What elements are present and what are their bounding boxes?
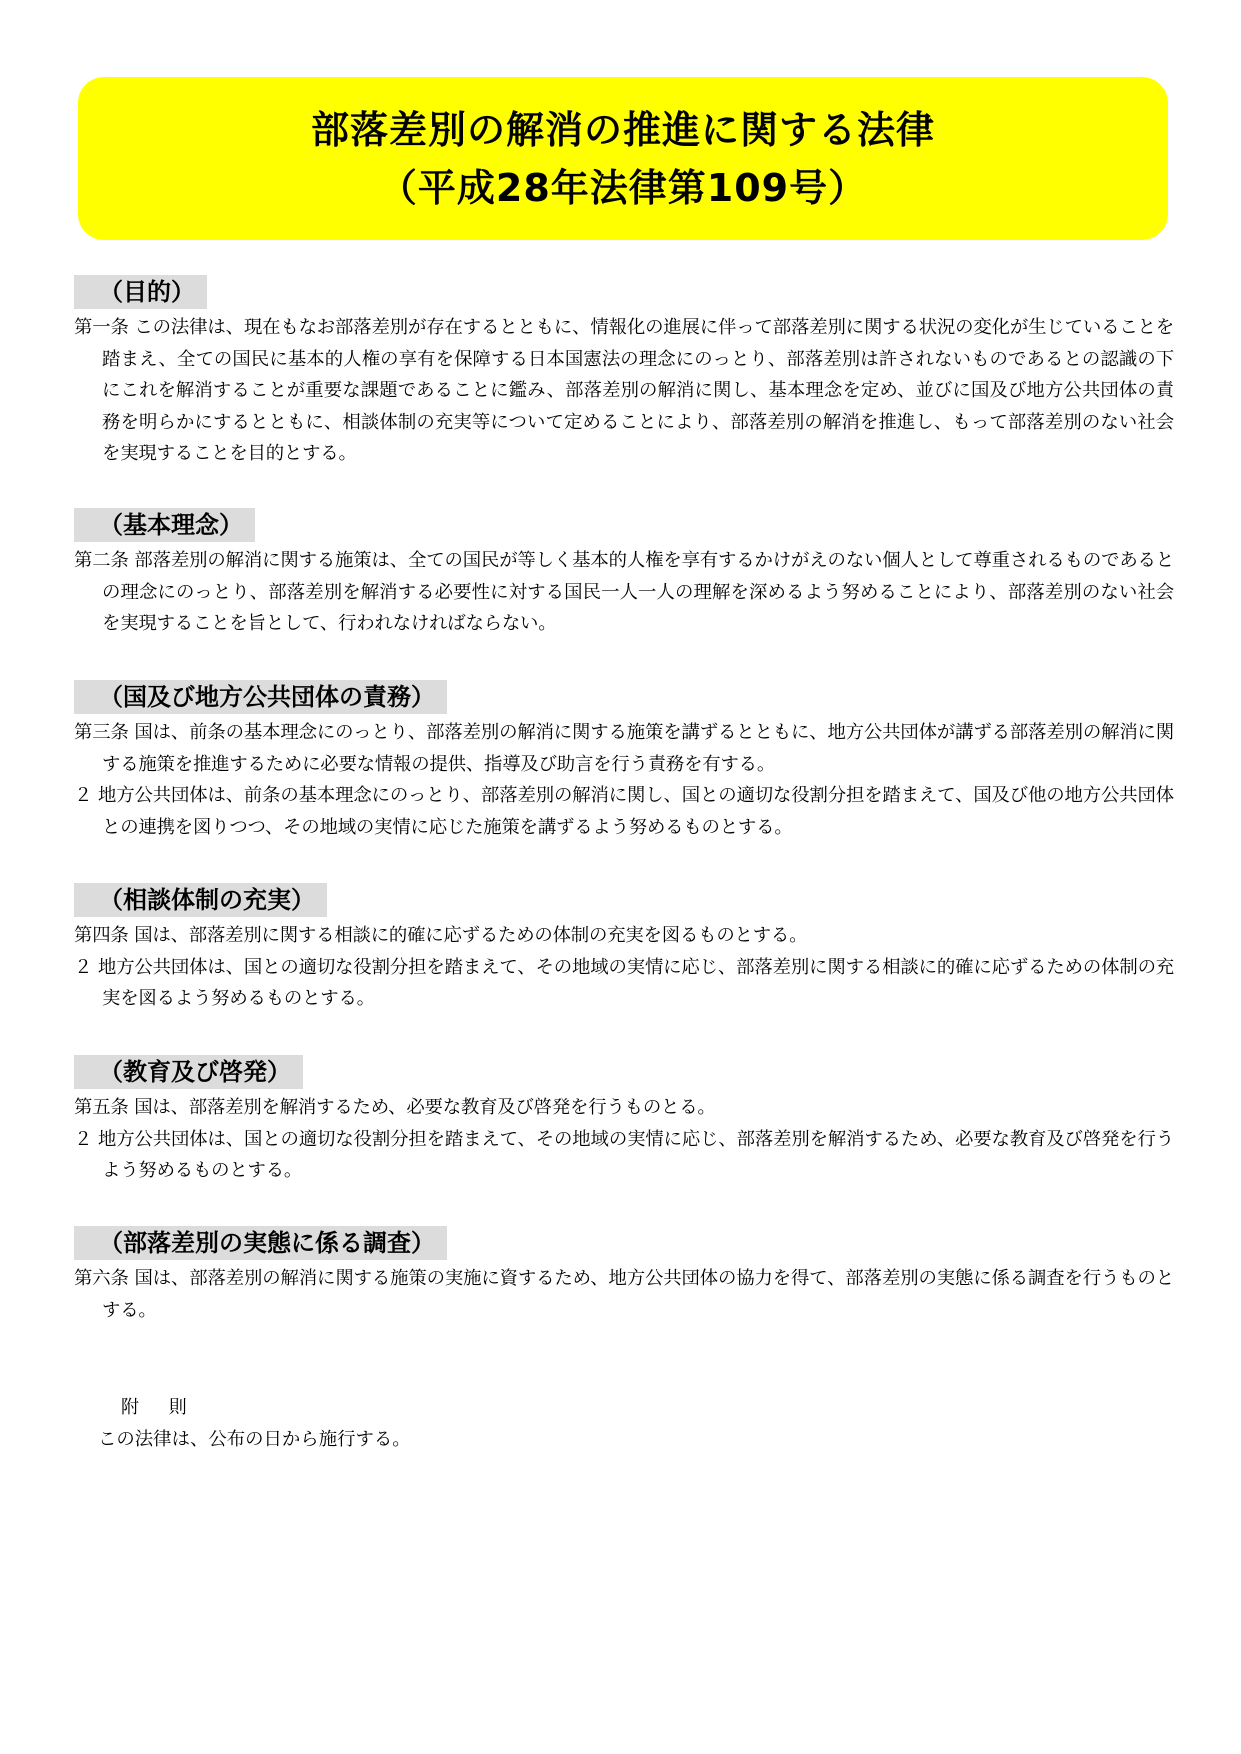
article-1: 第一条 この法律は、現在もなお部落差別が存在するとともに、情報化の進展に伴って部落差別に関する状況の変化が生じていることを踏まえ、全ての国民に基本的人権の享有を保障する日本国憲法の理念にのっとり、部落差別は許されないものであるとの認識の下にこれを解消することが重要な課題であることに鑑み、部落差別の解消に関し、基本理念を定め、並びに国及び地方公共団体の責務を明らかにするとともに、相談体制の充実等について定めることにより、部落差別の解消を推進し、もって部落差別のない社会を実現することを目的とする。: [74, 317, 1174, 464]
article-2: 第二条 部落差別の解消に関する施策は、全ての国民が等しく基本的人権を享有するかけがえのない個人として尊重されるものであるとの理念にのっとり、部落差別を解消する必要性に対する国民一人一人の理解を深めるよう努めることにより、部落差別のない社会を実現することを旨として、行われなければならない。: [74, 550, 1174, 634]
article-4: 第四条 国は、部落差別に関する相談に的確に応ずるための体制の充実を図るものとする。: [74, 925, 808, 946]
law-number: （平成28年法律第109号）: [378, 166, 868, 210]
section-heading: （目的）: [74, 275, 207, 309]
article-4-paragraph-2: ２ 地方公共団体は、国との適切な役割分担を踏まえて、その地域の実情に応じ、部落差別に関する相談に的確に応ずるための体制の充実を図るよう努めるものとする。: [74, 956, 1174, 1009]
section-basic-principle: [74, 508, 1174, 640]
section-heading: （教育及び啓発）: [74, 1055, 303, 1089]
article-3: 第三条 国は、前条の基本理念にのっとり、部落差別の解消に関する施策を講ずるとともに、地方公共団体が講ずる部落差別の解消に関する施策を推進するために必要な情報の提供、指導及び助言を行う責務を有する。: [74, 722, 1174, 775]
section-responsibilities: [74, 680, 1174, 843]
section-consultation: [74, 883, 1174, 1015]
article-5-paragraph-2: ２ 地方公共団体は、国との適切な役割分担を踏まえて、その地域の実情に応じ、部落差別を解消するため、必要な教育及び啓発を行うよう努めるものとする。: [74, 1128, 1174, 1181]
article-3-paragraph-2: ２ 地方公共団体は、前条の基本理念にのっとり、部落差別の解消に関し、国との適切な役割分担を踏まえて、国及び他の地方公共団体との連携を図りつつ、その地域の実情に応じた施策を講ずるよう努めるものとする。: [74, 785, 1174, 838]
section-heading: （国及び地方公共団体の責務）: [74, 680, 447, 714]
section-heading: （部落差別の実態に係る調査）: [74, 1226, 447, 1260]
law-title: 部落差別の解消の推進に関する法律: [310, 108, 935, 152]
section-purpose: [74, 275, 1174, 470]
supplementary-provisions-heading: 附 則: [121, 1397, 199, 1418]
section-heading: （基本理念）: [74, 508, 255, 542]
article-6: 第六条 国は、部落差別の解消に関する施策の実施に資するため、地方公共団体の協力を得て、部落差別の実態に係る調査を行うものとする。: [74, 1268, 1174, 1321]
article-5: 第五条 国は、部落差別を解消するため、必要な教育及び啓発を行うものとる。: [74, 1097, 716, 1118]
section-education: [74, 1055, 1174, 1187]
supplementary-provisions-text: この法律は、公布の日から施行する。: [98, 1429, 411, 1450]
section-heading: （相談体制の充実）: [74, 883, 327, 917]
title-banner: [78, 77, 1168, 240]
section-survey: [74, 1226, 1174, 1326]
